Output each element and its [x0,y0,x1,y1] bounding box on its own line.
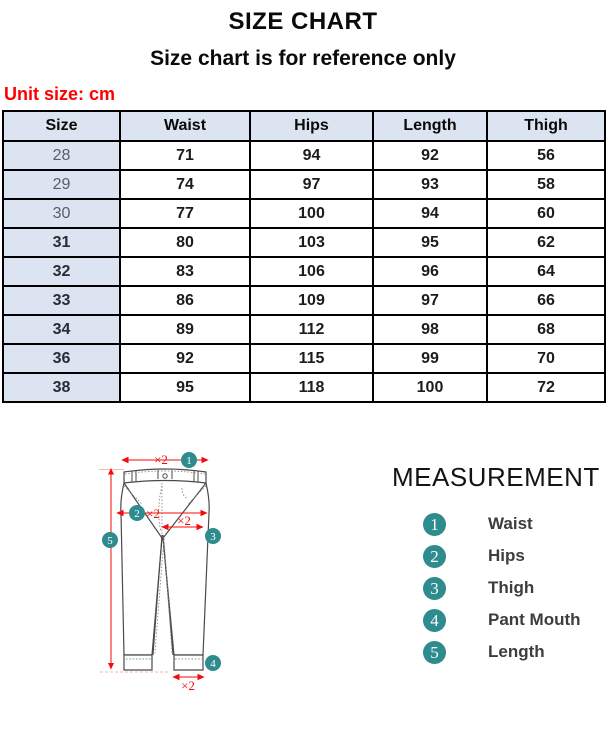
thigh-cell: 62 [487,228,605,257]
table-row [3,199,605,228]
svg-text:2: 2 [134,508,140,520]
thigh-cell: 68 [487,315,605,344]
table-row [3,228,605,257]
thigh-cell: 72 [487,373,605,402]
waist-cell: 77 [120,199,250,228]
waist-cell: 95 [120,373,250,402]
thigh-x2-label: ×2 [177,513,191,528]
page-subtitle: Size chart is for reference only [150,47,456,70]
size-cell: 38 [3,373,120,402]
length-cell: 95 [373,228,487,257]
length-cell: 94 [373,199,487,228]
thigh-cell: 66 [487,286,605,315]
size-cell: 33 [3,286,120,315]
pant-mouth-x2-label: ×2 [181,678,195,693]
table-row [3,257,605,286]
legend-item-pant-mouth [392,604,602,636]
hips-cell: 103 [250,228,373,257]
legend-label-thigh: Thigh [488,578,535,597]
legend-badge-2: 2 [423,545,446,568]
badge-pant-mouth [205,655,221,671]
length-cell: 99 [373,344,487,373]
col-header-hips: Hips [250,111,373,141]
size-cell: 32 [3,257,120,286]
hips-cell: 97 [250,170,373,199]
legend-label-length: Length [488,642,545,661]
table-row [3,344,605,373]
legend-badge-4: 4 [423,609,446,632]
svg-text:1: 1 [186,455,192,467]
thigh-cell: 70 [487,344,605,373]
legend-label-pant-mouth: Pant Mouth [488,610,581,629]
length-cell: 100 [373,373,487,402]
waist-cell: 86 [120,286,250,315]
table-header-row [3,111,605,141]
hips-cell: 94 [250,141,373,170]
measurement-legend [392,462,602,668]
waist-cell: 92 [120,344,250,373]
hips-x2-label: ×2 [146,506,160,521]
thigh-cell: 58 [487,170,605,199]
pants-right-cuff [174,655,203,670]
legend-item-waist [392,508,602,540]
legend-label-hips: Hips [488,546,525,565]
page-title: SIZE CHART [228,8,378,35]
pants-left-cuff [124,655,152,670]
table-row [3,373,605,402]
legend-item-hips [392,540,602,572]
hips-cell: 118 [250,373,373,402]
col-header-waist: Waist [120,111,250,141]
table-row [3,141,605,170]
waist-cell: 80 [120,228,250,257]
waist-cell: 74 [120,170,250,199]
col-header-thigh: Thigh [487,111,605,141]
col-header-size: Size [3,111,120,141]
svg-text:5: 5 [107,535,113,547]
size-cell: 29 [3,170,120,199]
hips-cell: 112 [250,315,373,344]
hips-cell: 106 [250,257,373,286]
length-cell: 92 [373,141,487,170]
hips-cell: 100 [250,199,373,228]
table-row [3,170,605,199]
badge-thigh [205,528,221,544]
table-row [3,286,605,315]
size-cell: 28 [3,141,120,170]
waist-x2-label: ×2 [154,452,168,467]
svg-text:4: 4 [210,658,216,670]
size-cell: 34 [3,315,120,344]
size-table [2,110,606,403]
legend-badge-1: 1 [423,513,446,536]
pants-outline [121,469,209,670]
badge-length [102,532,118,548]
legend-badge-3: 3 [423,577,446,600]
waist-cell: 71 [120,141,250,170]
thigh-cell: 56 [487,141,605,170]
length-cell: 96 [373,257,487,286]
legend-label-waist: Waist [488,514,533,533]
measurement-title: MEASUREMENT [392,462,600,492]
table-row [3,315,605,344]
thigh-cell: 60 [487,199,605,228]
col-header-length: Length [373,111,487,141]
measurement-items [392,508,602,668]
size-cell: 36 [3,344,120,373]
size-cell: 31 [3,228,120,257]
legend-badge-5: 5 [423,641,446,664]
size-cell: 30 [3,199,120,228]
hips-cell: 115 [250,344,373,373]
pants-measurement-diagram [78,450,238,708]
waist-cell: 83 [120,257,250,286]
unit-note: Unit size: cm [4,84,116,104]
legend-item-thigh [392,572,602,604]
badge-hips [129,505,145,521]
badge-waist [181,452,197,468]
hips-cell: 109 [250,286,373,315]
length-cell: 97 [373,286,487,315]
waist-cell: 89 [120,315,250,344]
thigh-cell: 64 [487,257,605,286]
length-cell: 93 [373,170,487,199]
pants-button [163,474,167,478]
svg-text:3: 3 [210,531,216,543]
length-cell: 98 [373,315,487,344]
legend-item-length [392,636,602,668]
